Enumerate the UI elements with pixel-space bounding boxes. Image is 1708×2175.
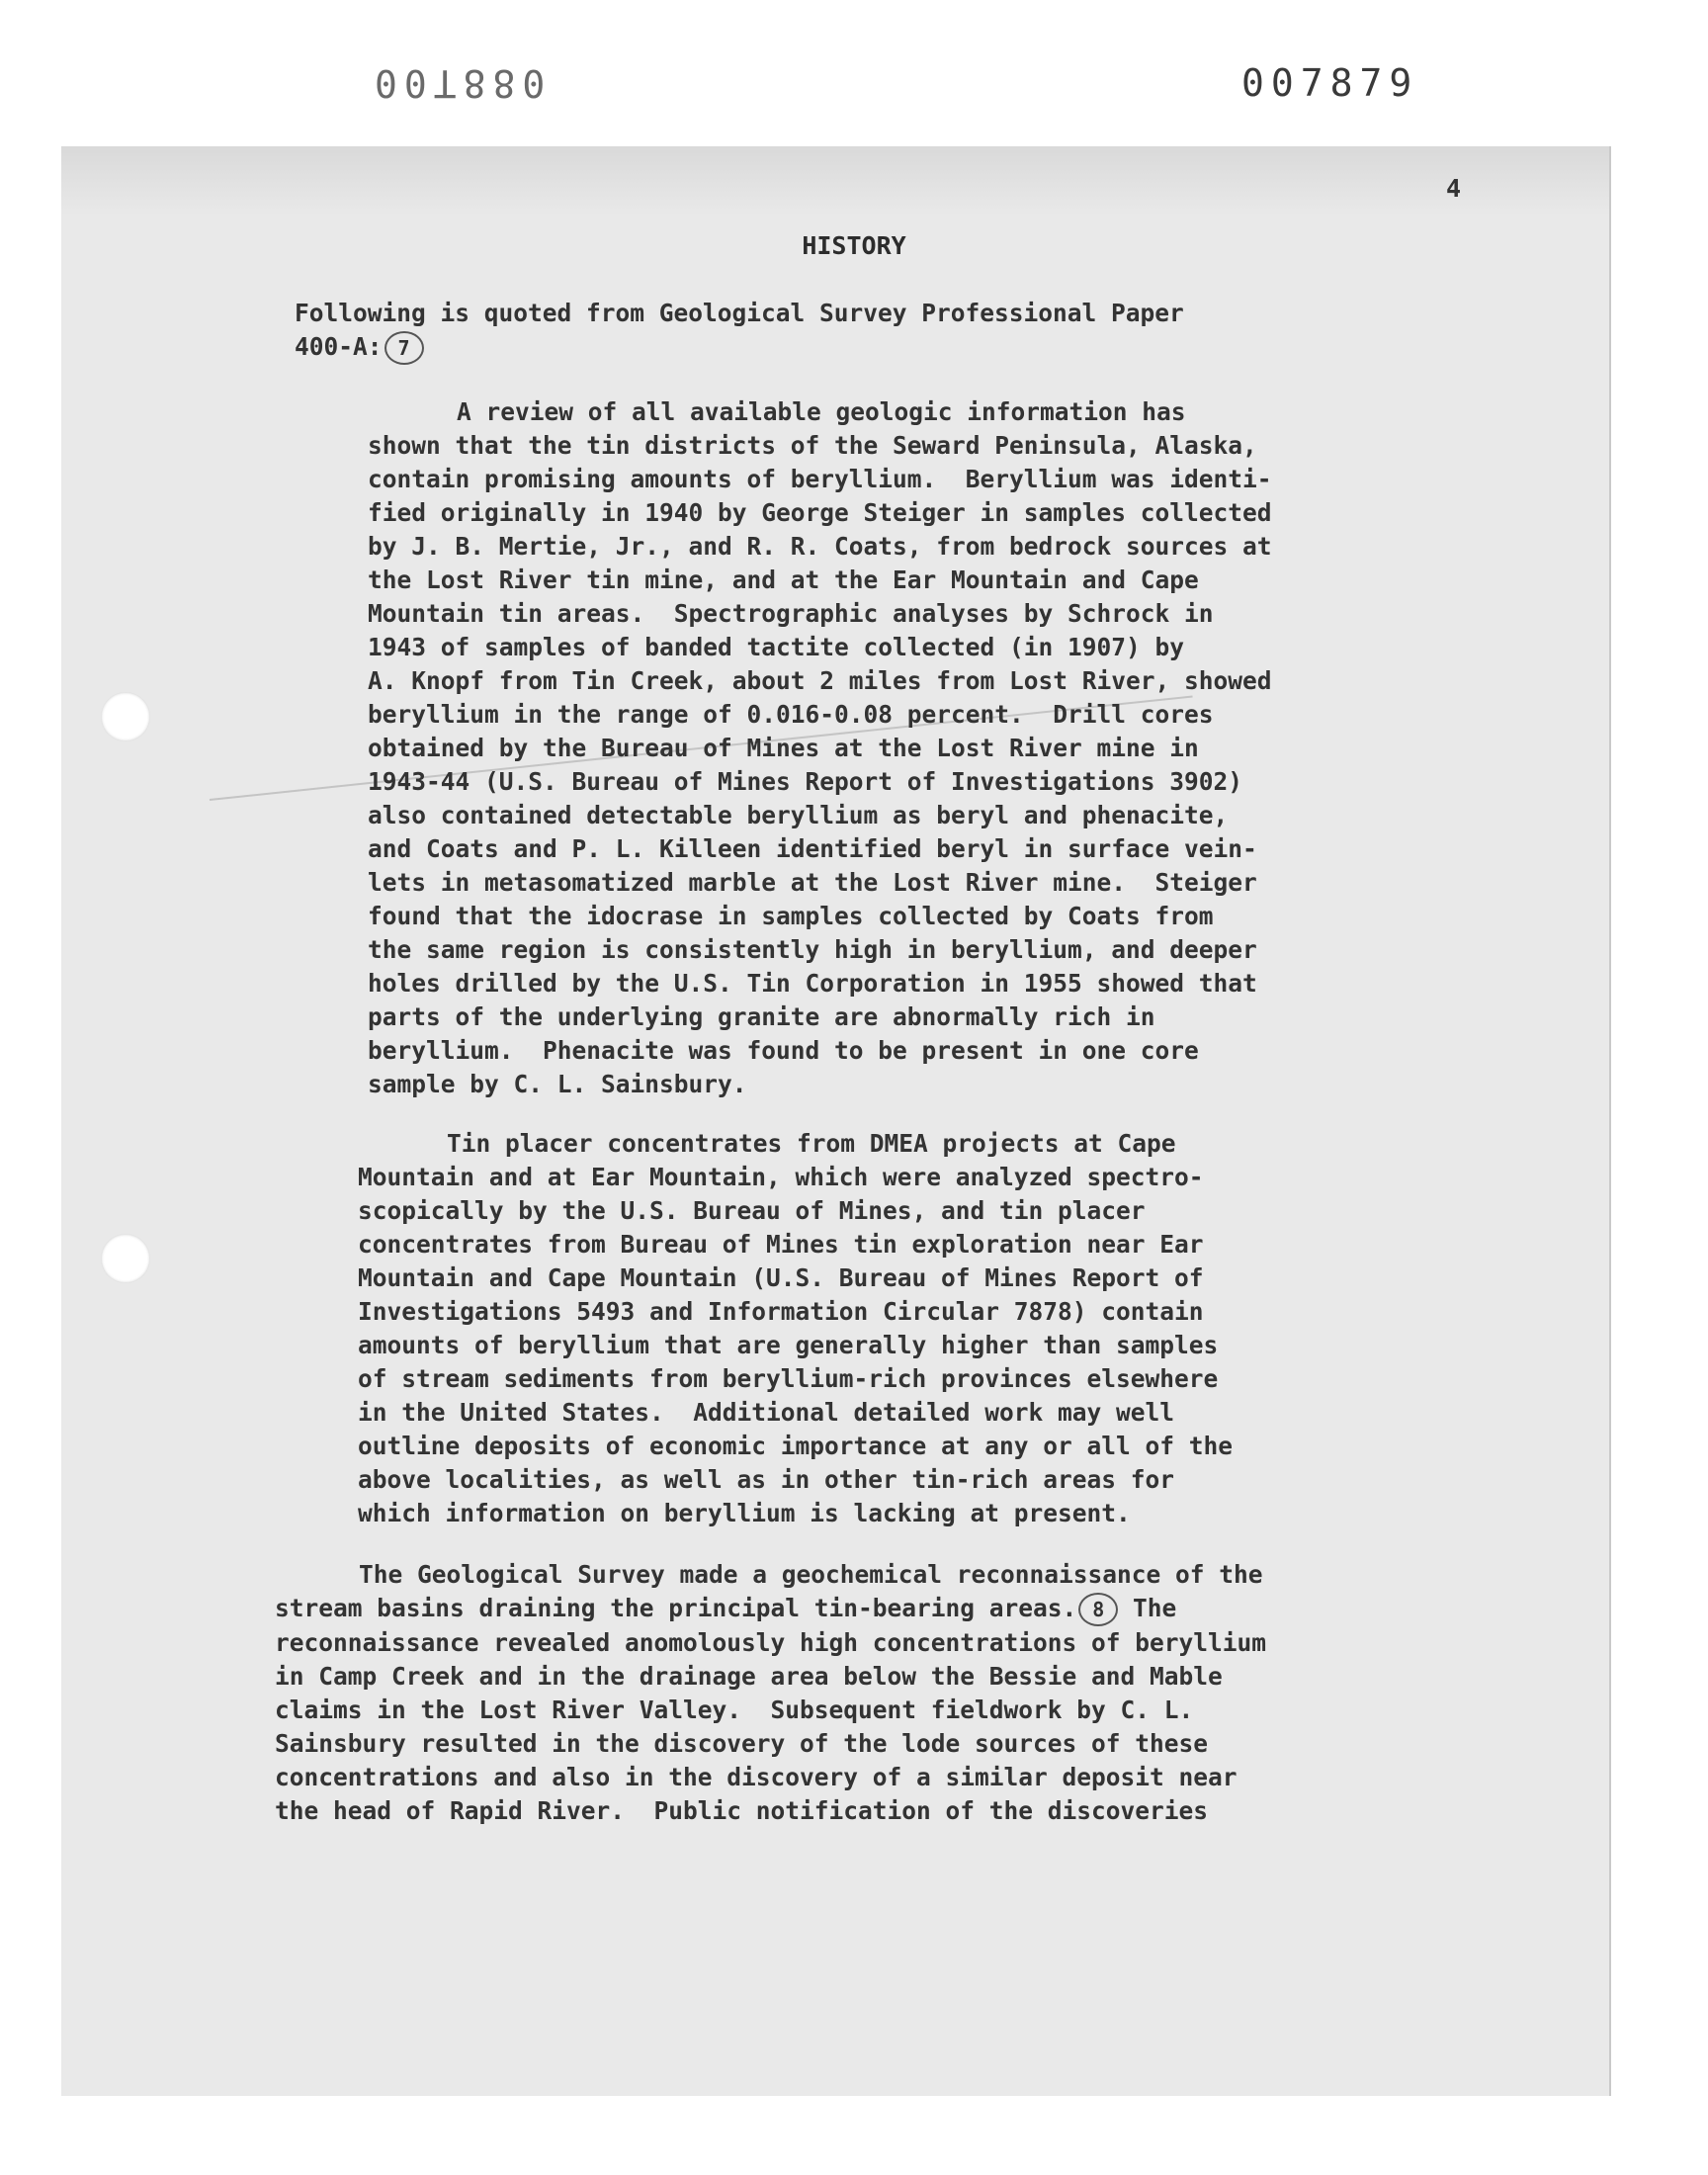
quote2-line: in the United States. Additional detailed work may well [358, 1398, 1175, 1427]
body3-line: Sainsbury resulted in the discovery of the lode sources of these [275, 1729, 1209, 1758]
body3-line: claims in the Lost River Valley. Subsequent fieldwork by C. L. [275, 1696, 1194, 1724]
quote1-line: lets in metasomatized marble at the Lost River mine. Steiger [368, 868, 1257, 897]
punch-hole-lower [101, 1234, 150, 1283]
quote-paragraph-1 [368, 395, 1272, 1101]
quote2-line: outline deposits of economic importance at any or all of the [358, 1432, 1234, 1460]
quote2-line: Mountain and at Ear Mountain, which were analyzed spectro- [358, 1163, 1204, 1191]
quote1-line: parts of the underlying granite are abnormally rich in [368, 1002, 1155, 1031]
quote1-line: shown that the tin districts of the Seward Peninsula, Alaska, [368, 431, 1257, 460]
quote2-line: of stream sediments from beryllium-rich provinces elsewhere [358, 1364, 1219, 1393]
document-stamp-right: 007879 [1241, 61, 1419, 105]
page-number: 4 [1446, 174, 1462, 203]
quote1-line: A review of all available geologic information has [457, 397, 1186, 426]
quote1-line: found that the idocrase in samples collected by Coats from [368, 902, 1214, 930]
quote2-line: above localities, as well as in other tin-rich areas for [358, 1465, 1175, 1494]
intro-paragraph [295, 297, 1184, 365]
quote1-line: 1943 of samples of banded tactite collected (in 1907) by [368, 633, 1185, 661]
section-heading: HISTORY [802, 231, 906, 260]
quote2-line: Investigations 5493 and Information Circular 7878) contain [358, 1297, 1204, 1326]
quote1-line: by J. B. Mertie, Jr., and R. R. Coats, from bedrock sources at [368, 532, 1272, 561]
quote2-line: scopically by the U.S. Bureau of Mines, and tin placer [358, 1196, 1146, 1225]
intro-line-1: Following is quoted from Geological Survey Professional Paper [295, 299, 1184, 327]
quote1-line: beryllium in the range of 0.016-0.08 percent. Drill cores [368, 700, 1214, 729]
body3-line-2 [275, 1592, 1266, 1626]
quote1-line: contain promising amounts of beryllium. Beryllium was identi- [368, 465, 1272, 493]
quote1-line: obtained by the Bureau of Mines at the Lost River mine in [368, 734, 1199, 762]
intro-line-2 [295, 330, 1184, 365]
quote2-line: which information on beryllium is lacking at present. [358, 1499, 1131, 1527]
reference-circle-7: 7 [384, 331, 424, 365]
body-paragraph-3 [275, 1558, 1266, 1828]
reference-circle-8: 8 [1078, 1593, 1118, 1626]
punch-hole-upper [101, 692, 150, 741]
quote1-line: also contained detectable beryllium as beryl and phenacite, [368, 801, 1229, 829]
quote1-line: the same region is consistently high in beryllium, and deeper [368, 935, 1257, 964]
quote1-line: holes drilled by the U.S. Tin Corporation in 1955 showed that [368, 969, 1257, 998]
page-shadow [61, 146, 1609, 216]
quote1-line: and Coats and P. L. Killeen identified beryl in surface vein- [368, 834, 1257, 863]
body3-line: the head of Rapid River. Public notification of the discoveries [275, 1796, 1209, 1825]
quote2-line: amounts of beryllium that are generally higher than samples [358, 1331, 1219, 1359]
body3-line: concentrations and also in the discovery of a similar deposit near [275, 1763, 1238, 1791]
body3-line: in Camp Creek and in the drainage area below the Bessie and Mable [275, 1662, 1223, 1691]
body3-line: reconnaissance revealed anomolously high concentrations of beryllium [275, 1628, 1267, 1657]
quote2-line: Mountain and Cape Mountain (U.S. Bureau of Mines Report of [358, 1263, 1204, 1292]
quote1-line: beryllium. Phenacite was found to be present in one core [368, 1036, 1199, 1065]
quote1-line: Mountain tin areas. Spectrographic analyses by Schrock in [368, 599, 1214, 628]
body3-line-1: The Geological Survey made a geochemical reconnaissance of the [359, 1560, 1263, 1589]
document-stamp-left: 088T00 [368, 61, 546, 105]
body3-line-2-start: stream basins draining the principal tin-bearing areas. [275, 1594, 1077, 1622]
intro-line-2-text: 400-A: [295, 332, 383, 361]
quote1-line: A. Knopf from Tin Creek, about 2 miles from Lost River, showed [368, 666, 1272, 695]
quote1-line: sample by C. L. Sainsbury. [368, 1070, 747, 1098]
quote2-line: concentrates from Bureau of Mines tin exploration near Ear [358, 1230, 1204, 1259]
body3-line-2-end: The [1118, 1594, 1177, 1622]
quote2-line: Tin placer concentrates from DMEA projects at Cape [447, 1129, 1176, 1158]
quote1-line: 1943-44 (U.S. Bureau of Mines Report of Investigations 3902) [368, 767, 1243, 796]
quote1-line: fied originally in 1940 by George Steiger in samples collected [368, 498, 1272, 527]
quote-paragraph-2 [358, 1127, 1233, 1530]
quote1-line: the Lost River tin mine, and at the Ear Mountain and Cape [368, 566, 1199, 594]
